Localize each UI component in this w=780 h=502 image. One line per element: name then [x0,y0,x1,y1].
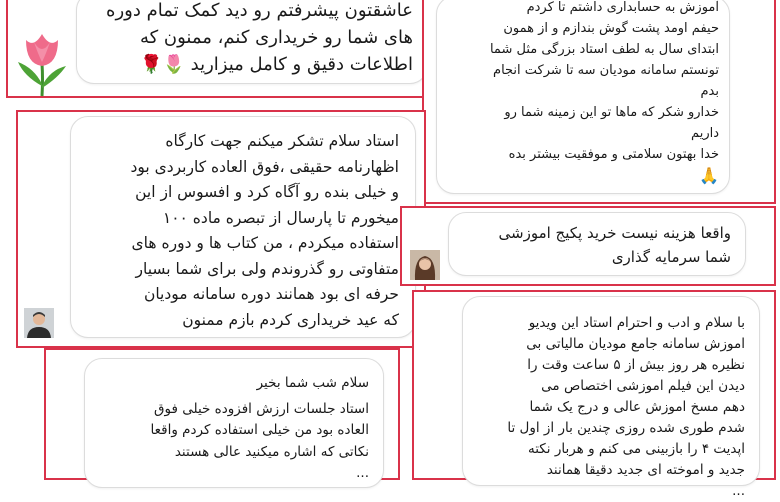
comment-line: تونستم سامانه مودیان سه تا شرکت انجام [493,63,719,78]
comment-line: های شما رو خریداری کنم، ممنون که [139,27,413,48]
pray-emoji: 🙏 [699,166,719,185]
comment-line: ... [356,465,369,481]
comment-line: اظهارنامه حقیقی ،فوق العاده کاربردی بود [130,157,399,176]
comment-line: خدارو شکر که ماها تو این زمینه شما رو [504,105,719,120]
comment-line: بدم [700,84,719,99]
comment-line: دهم مسخ اموزش عالی و درج یک شما [529,399,745,415]
tulip-icon [12,26,72,96]
comment-line: جدید و اموخته ای جدید دقیقا همانند [546,462,745,478]
comment-line: حرفه ای بود همانند دوره سامانه مودیان [143,285,399,303]
comment-line: اطلاعات دقیق و کامل میزارید 🌷🌹 [140,54,413,75]
comment-line: شما سرمایه گذاری [611,248,731,266]
comment-line: نکاتی که اشاره میکنید عالی هستند [174,443,369,460]
comment-line: آموزش به حسابداری داشتم تا کردم [526,0,719,15]
comment-bubble [436,0,730,194]
comment-line: خدا بهتون سلامتی و موفقیت بیشتر بده [508,147,719,162]
comment-bubble [76,0,428,84]
man-avatar-icon [24,308,54,338]
comment-line: ابتدای سال به لطف استاد بزرگی مثل شما [489,42,719,57]
comment-line: استفاده میکردم ، من کتاب ها و دوره های [131,234,399,252]
comment-bubble [448,212,746,276]
comment-line: دیدن این فیلم اموزشی اختصاص می [541,378,745,394]
comment-line: استاد سلام تشکر میکنم جهت کارگاه [165,132,399,150]
comment-frame-bottom-left [44,348,400,480]
comment-frame-bottom-right [412,290,776,499]
comment-line: واقعا هزینه نیست خرید پکیج اموزشی [498,224,731,242]
comment-line: حیفم اومد پشت گوش بندازم و از همون [503,21,719,36]
comment-line: نظیره هر روز بیش از ۵ ساعت وقت را [527,357,745,373]
comment-bubble [70,116,416,338]
woman-avatar-icon [410,250,440,280]
comment-line: استاد جلسات ارزش افزوده خیلی فوق [154,400,369,417]
comment-line: که عید خریداری کردم بازم ممنون [182,310,399,329]
comment-frame-top-left [6,0,434,98]
comment-line: العاده بود من خیلی استفاده کردم واقعا [150,422,369,438]
comment-line: سلام شب شما بخیر [256,375,369,391]
comment-frame-top-right [422,0,776,204]
comment-line: شدم طوری شده روزی چندین بار از اول تا [507,420,745,436]
comment-line: ... [732,483,745,499]
comment-frame-middle-right [400,206,776,286]
comment-line: داریم [691,126,719,141]
comment-bubble [462,296,760,499]
comment-line: عاشقتون پیشرفتم رو دید کمک تمام دوره [106,0,413,21]
comment-line: متفاوتی رو گذروندم ولی برای شما بسیار [135,259,399,278]
comment-line: میخورم تا پارسال از تبصره ماده ۱۰۰ [162,208,399,227]
comment-line: اموزش سامانه جامع مودیان مالیاتی بی [526,336,745,352]
comment-bubble [84,358,384,488]
comment-line: و خیلی بنده رو آگاه کرد و افسوس از این [135,183,399,201]
comment-frame-middle-left [16,110,426,348]
comment-line: با سلام و ادب و احترام استاد این ویدیو [528,315,745,331]
comment-line: اپدیت ۴ را بازبینی می کنم و هربار نکته [528,441,745,457]
